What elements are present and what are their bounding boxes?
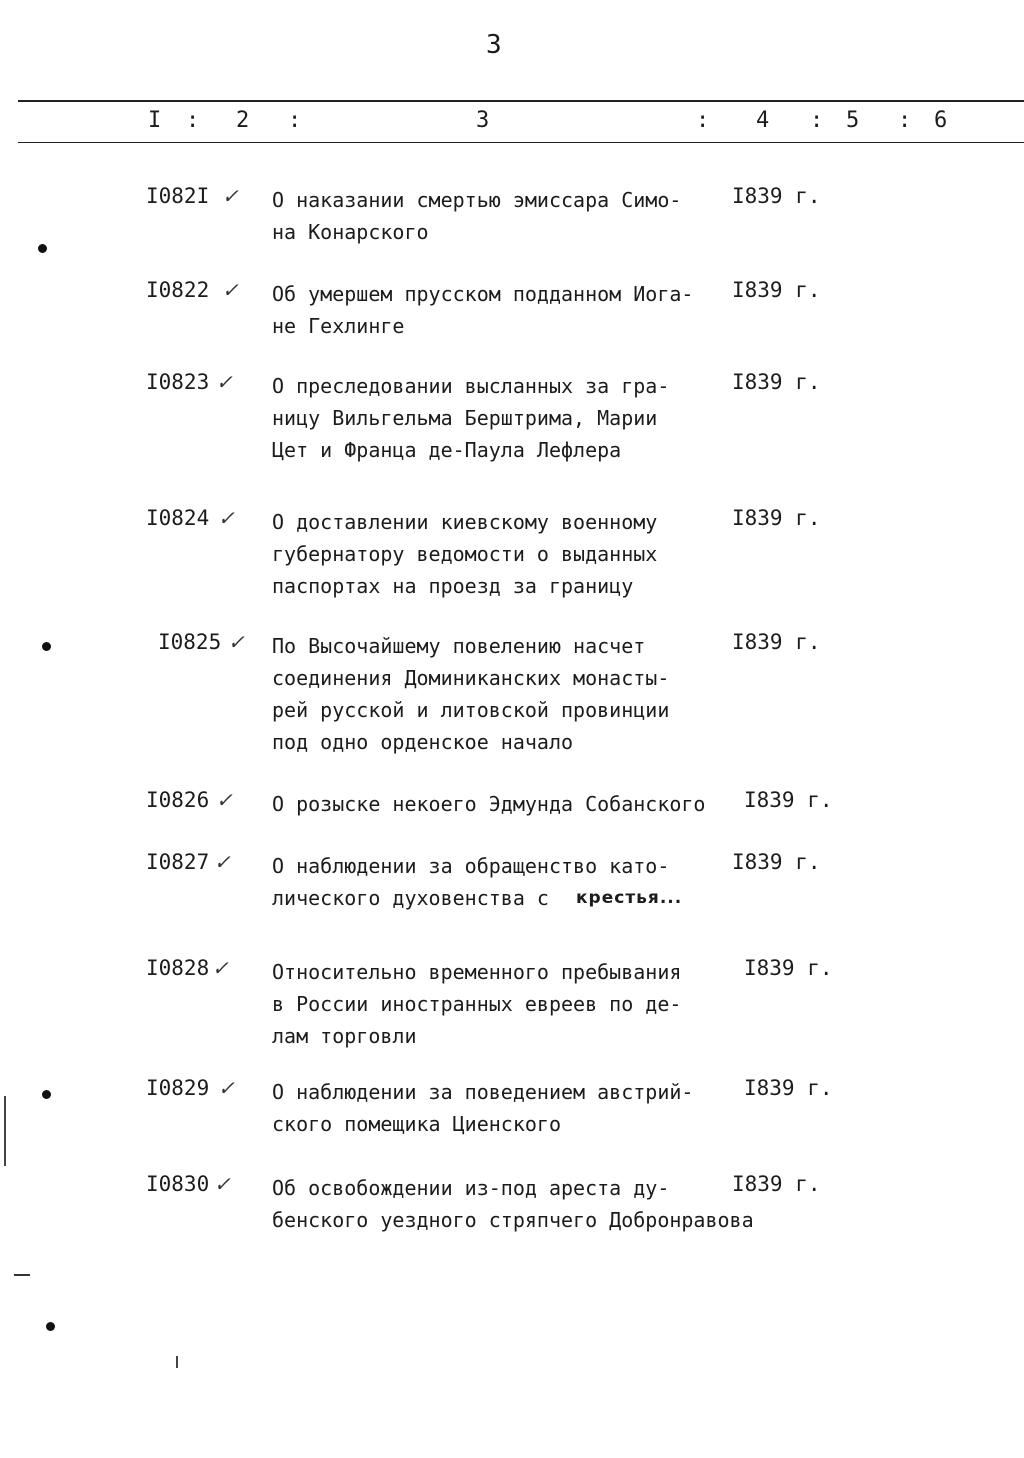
entry-date: I839 г. — [744, 956, 833, 980]
file-number: I0826 — [146, 788, 210, 812]
margin-tick — [176, 1356, 178, 1368]
entry-title: Об освобождении из-под ареста ду- бенского уездного стряпчего Добронравова — [272, 1176, 754, 1232]
file-number: I0830 — [146, 1172, 210, 1196]
entry-title: О наблюдении за обращенство като- лического духовенства с — [272, 854, 670, 910]
entry-title: О наказании смертью эмиссара Симо- на Конарского — [272, 188, 682, 244]
file-number: I0827 — [146, 850, 210, 874]
entry-title: О наблюдении за поведением австрий- ского помещика Циенского — [272, 1080, 694, 1136]
page-number: 3 — [486, 30, 502, 60]
check-mark: ✓ — [212, 956, 229, 980]
column-header-row — [0, 108, 1024, 138]
entry-title: По Высочайшему повелению насчет соединения Доминиканских монасты- рей русской и литовской провинции под одно орденское начало — [272, 634, 670, 754]
separator: : — [810, 108, 824, 133]
file-number: I0822 — [146, 278, 210, 302]
punch-hole-dot — [42, 1090, 51, 1099]
separator: : — [186, 108, 200, 133]
check-mark: ✓ — [216, 370, 233, 394]
check-mark: ✓ — [216, 788, 233, 812]
entry-date: I839 г. — [732, 184, 821, 208]
col-4: 4 — [756, 108, 770, 133]
top-rule — [18, 100, 1024, 102]
entry-date: I839 г. — [732, 850, 821, 874]
punch-hole-dot — [42, 642, 51, 651]
check-mark: ✓ — [222, 184, 239, 208]
check-mark: ✓ — [218, 1076, 235, 1100]
entry-title: О доставлении киевскому военному губернатору ведомости о выданных паспортах на проезд за границу — [272, 510, 658, 598]
handwritten-note: крестья... — [576, 888, 683, 908]
separator: : — [288, 108, 302, 133]
file-number: I0823 — [146, 370, 210, 394]
separator: : — [696, 108, 710, 133]
entry-date: I839 г. — [732, 630, 821, 654]
entry-date: I839 г. — [732, 278, 821, 302]
file-number: I082I — [146, 184, 210, 208]
col-5: 5 — [846, 108, 860, 133]
file-number: I0825 — [158, 630, 222, 654]
entry-date: I839 г. — [744, 788, 833, 812]
check-mark: ✓ — [214, 850, 231, 874]
punch-hole-dot — [46, 1322, 55, 1331]
entry-date: I839 г. — [732, 1172, 821, 1196]
header-bottom-rule — [18, 142, 1024, 143]
check-mark: ✓ — [214, 1172, 231, 1196]
punch-hole-dot — [38, 244, 47, 253]
check-mark: ✓ — [218, 506, 235, 530]
file-number: I0828 — [146, 956, 210, 980]
col-6: 6 — [934, 108, 948, 133]
check-mark: ✓ — [228, 630, 245, 654]
margin-dash — [14, 1274, 30, 1276]
check-mark: ✓ — [222, 278, 239, 302]
col-3: 3 — [476, 108, 490, 133]
entry-title: Относительно временного пребывания в России иностранных евреев по де- лам торговли — [272, 960, 682, 1048]
col-1: I — [148, 108, 162, 133]
entry-title: О преследовании высланных за гра- ницу Вильгельма Берштрима, Марии Цет и Франца де-Паула Лефлера — [272, 374, 670, 462]
entry-title: О розыске некоего Эдмунда Собанского — [272, 792, 706, 816]
separator: : — [898, 108, 912, 133]
entry-date: I839 г. — [732, 506, 821, 530]
file-number: I0824 — [146, 506, 210, 530]
margin-line — [4, 1096, 6, 1166]
col-2: 2 — [236, 108, 250, 133]
entry-date: I839 г. — [732, 370, 821, 394]
file-number: I0829 — [146, 1076, 210, 1100]
entry-title: Об умершем прусском подданном Иога- не Гехлинге — [272, 282, 694, 338]
entry-date: I839 г. — [744, 1076, 833, 1100]
